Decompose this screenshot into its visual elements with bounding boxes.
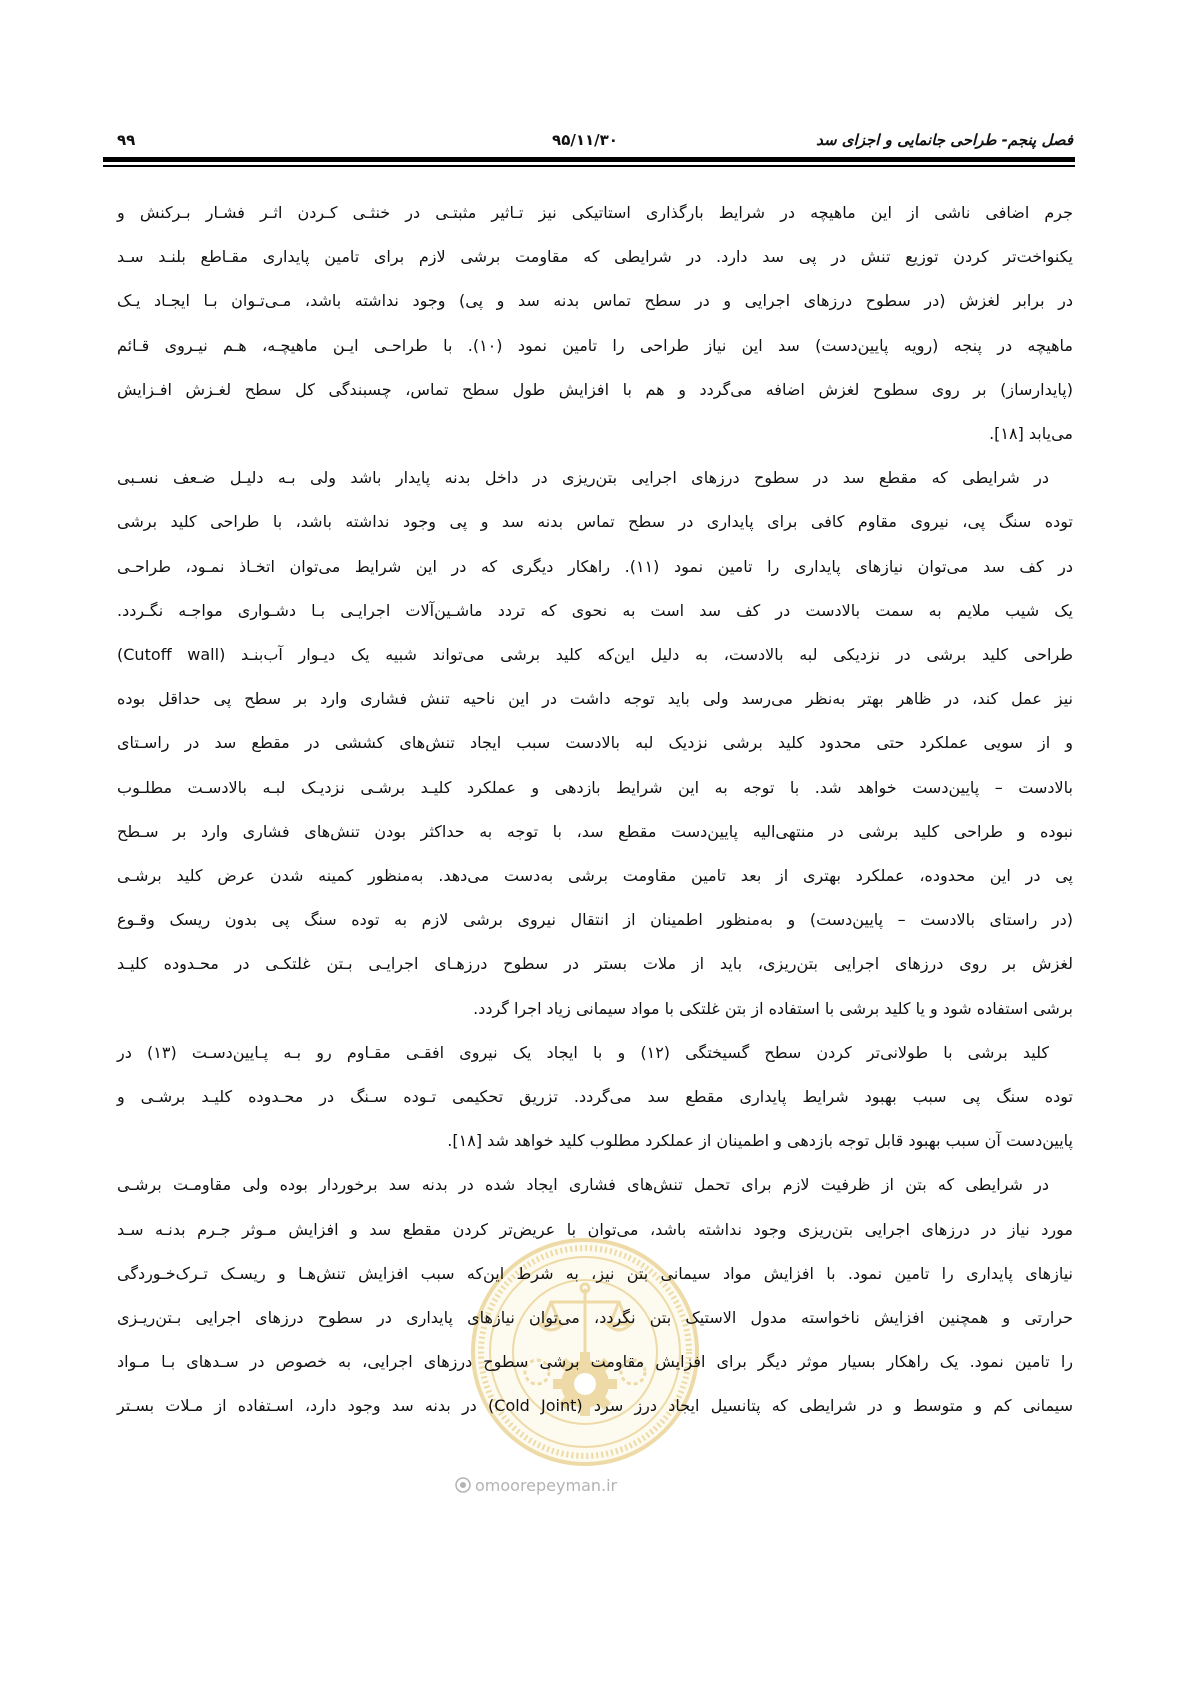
text-line: می‌یابد [۱۸]. <box>989 424 1073 444</box>
text-line: سیمانی کم و متوسط و در شرایطی که پتانسیل ایجاد درز سرد (Cold Joint) در بدنه سد وجود دارد، اسـتفاده از مـلات بسـتر <box>117 1396 1074 1416</box>
page-number: ۹۹ <box>117 131 136 149</box>
text-line: پایین‌دست آن سبب بهبود قابل توجه بازدهی و اطمینان از عملکرد مطلوب کلید خواهد شد [۱۸]. <box>447 1131 1073 1151</box>
text-line: در برابر لغزش (در سطوح درزهای اجرایی و در سطح تماس بدنه سد و پی) وجود نداشته باشد، مـی‌تـوان بـا ایجـاد یـک <box>117 291 1073 311</box>
text-line: پی در این محدوده، عملکرد بهتری از بعد تامین مقاومت برشی به‌دست می‌دهد. به‌منظور کمینه شدن عرض کلید برشـی <box>117 866 1073 886</box>
page-header <box>117 126 1073 154</box>
text-line: طراحی کلید برشی در نزدیکی لبه بالادست، به دلیل این‌که کلید برشی می‌تواند شبیه یک دیـوار آب‌بنـد (Cutoff wall) <box>117 645 1074 665</box>
text-line: بالادست – پایین‌دست خواهد شد. با توجه به این شرایط بازدهی و عملکرد کلیـد برشـی نزدیـک لبـه بالادسـت مطلـوب <box>117 777 1073 797</box>
text-line: یکنواخت‌تر کردن توزیع تنش در پی سد دارد. در شرایطی که مقاومت برشی لازم برای تامین پایداری مقـاطع بلنـد سـد <box>117 247 1073 267</box>
text-line: در شرایطی که بتن از ظرفیت لازم برای تحمل تنش‌های فشاری ایجاد شده در بدنه سد برخوردار بوده ولی مقاومـت برشـی <box>117 1175 1049 1195</box>
text-line: توده سنگ پی، نیروی مقاوم کافی برای پایداری در سطح تماس بدنه سد و پی وجود نداشته باشد، با طراحی کلید برشی <box>117 512 1073 532</box>
text-line: (در راستای بالادست – پایین‌دست) و به‌منظور اطمینان از انتقال نیروی برشی لازم به توده سنگ پی بدون ریسک وقـوع <box>117 910 1073 930</box>
text-line: (پایدارساز) بر روی سطوح لغزش اضافه می‌گردد و هم با افزایش طول سطح تماس، چسبندگی کل سطح لغـزش افـزایش <box>117 379 1073 399</box>
site-logo-icon <box>455 1477 471 1493</box>
watermark-site-text: omoorepeyman.ir <box>475 1475 618 1495</box>
text-line: توده سنگ پی سبب بهبود شرایط پایداری مقطع سد می‌گردد. تزریق تحکیمی تـوده سـنگ در محـدوده کلیـد برشـی و <box>117 1087 1073 1107</box>
text-line: مورد نیاز در درزهای اجرایی بتن‌ریزی وجود نداشته باشد، می‌توان با عریض‌تر کردن مقطع سد و افزایش مـوثر جـرم بدنـه سـد <box>117 1219 1073 1239</box>
text-line: لغزش بر روی درزهای اجرایی بتن‌ریزی، باید از ملات بستر در سطوح درزهـای اجرایـی بـتن غلتکـی در محـدوده کلیـد <box>117 954 1073 974</box>
text-line: کلید برشی با طولانی‌تر کردن سطح گسیختگی (۱۲) و با ایجاد یک نیروی افقـی مقـاوم رو بـه پـایین‌دسـت (۱۳) در <box>117 1042 1049 1062</box>
header-rule-thin <box>103 165 1075 167</box>
text-line: و از سویی عملکرد حتی محدود کلید برشی نزدیک لبه بالادست سبب ایجاد تنش‌های کششی در مقطع سد در راسـتای <box>117 733 1073 753</box>
paragraph <box>117 1031 1073 1164</box>
watermark-site <box>455 1474 665 1496</box>
text-line: نبوده و طراحی کلید برشی در منتهی‌الیه پایین‌دست مقطع سد، با توجه به حداکثر بودن تنش‌های فشاری وارد بر سـطح <box>117 821 1073 841</box>
text-line: در کف سد می‌توان نیازهای پایداری را تامین نمود (۱۱). راهکار دیگری که در این شرایط می‌توان اتخـاذ نمـود، طراحـی <box>117 556 1074 576</box>
text-line: حرارتی و همچنین افزایش ناخواسته مدول الاستیک بتن نگردد، می‌توان نیازهای پایداری در سطوح درزهای اجرایی بـتن‌ریـزی <box>117 1308 1073 1328</box>
body-text <box>117 191 1073 1429</box>
paragraph <box>117 456 1073 1031</box>
text-line: نیازهای پایداری را تامین نمود. با افزایش مواد سیمانی بتن نیز، به شرط این‌که سبب افزایش تنش‌هـا و ریسـک تـرک‌خـوردگی <box>117 1263 1073 1283</box>
text-line: یک شیب ملایم به سمت بالادست در کف سد است به نحوی که تردد ماشـین‌آلات اجرایـی بـا دشـواری مواجـه نگـردد. <box>117 600 1073 620</box>
text-line: ماهیچه در پنجه (رویه پایین‌دست) سد این نیاز طراحی را تامین نمود (۱۰). با طراحـی ایـن ماهیچـه، هـم نیـروی قـائم <box>117 335 1073 355</box>
chapter-title: فصل پنجم- طراحی جانمایی و اجزای سد <box>816 131 1073 149</box>
paragraph <box>117 191 1073 456</box>
text-line: نیز عمل کند، در ظاهر بهتر به‌نظر می‌رسد ولی باید توجه داشت در این ناحیه تنش فشاری وارد بر سطح پی حداقل بوده <box>117 689 1073 709</box>
text-line: را تامین نمود. یک راهکار بسیار موثر دیگر برای افزایش مقاومت برشی سطوح درزهای اجرایی، به خصوص در سـدهای بـا مـواد <box>117 1352 1073 1372</box>
header-rule-thick <box>103 157 1075 162</box>
text-line: برشی استفاده شود و یا کلید برشی با استفاده از بتن غلتکی با مواد سیمانی زیاد اجرا گردد. <box>473 998 1073 1018</box>
paragraph <box>117 1163 1073 1428</box>
text-line: در شرایطی که مقطع سد در سطوح درزهای اجرایی بتن‌ریزی در داخل بدنه پایدار باشد ولی بـه دلیـل ضـعف نسـبی <box>117 468 1049 488</box>
header-date: ۹۵/۱۱/۳۰ <box>552 131 618 149</box>
text-line: جرم اضافی ناشی از این ماهیچه در شرایط بارگذاری استاتیکی نیز تـاثیر مثبتـی در خنثـی کـردن اثـر فشـار بـرکنش و <box>117 203 1073 222</box>
